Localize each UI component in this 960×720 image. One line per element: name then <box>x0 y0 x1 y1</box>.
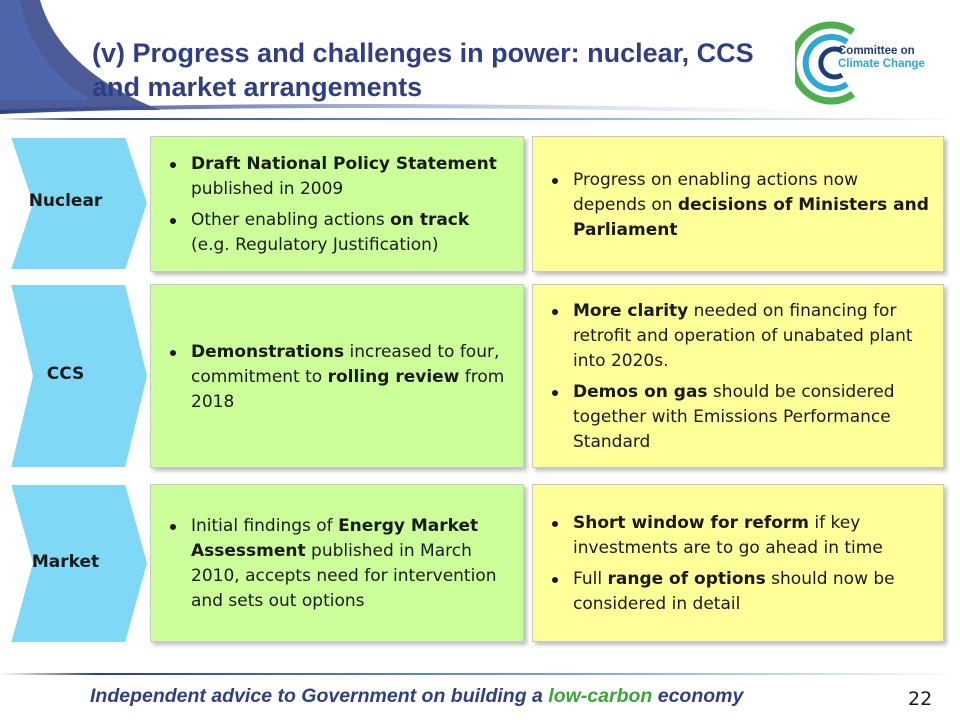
footer-tagline <box>90 685 743 708</box>
nuclear-progress-box <box>150 136 524 272</box>
bullet-list <box>167 340 513 415</box>
bold-text: decisions of Ministers and Parliament <box>573 194 929 240</box>
chevron-ccs <box>8 282 153 470</box>
bullet-item <box>549 380 933 455</box>
bold-text: Energy Market Assessment <box>191 516 479 561</box>
row-label: Market <box>31 552 100 572</box>
bullet-item <box>167 152 513 202</box>
text: from 2018 <box>191 366 505 412</box>
text: Full <box>573 569 608 589</box>
text: if key investments are to go ahead in time <box>573 513 883 558</box>
bold-text: More clarity <box>573 301 689 321</box>
text: Initial findings of <box>191 516 339 536</box>
bold-text: rolling review <box>327 366 460 387</box>
logo-text <box>838 45 925 71</box>
ccs-progress-box <box>150 284 524 468</box>
bold-text: range of options <box>607 569 766 589</box>
bullet-list <box>549 168 933 243</box>
text: increased to four, commitment to <box>191 341 500 387</box>
bullet-item <box>549 299 933 374</box>
bullet-list <box>167 514 513 614</box>
page-title: (v) Progress and challenges in power: nuclear, CCS and market arrangements <box>92 38 754 102</box>
bullet-item <box>167 340 513 415</box>
chevron-market <box>8 482 153 645</box>
bullet-item <box>167 208 513 258</box>
text: (e.g. Regulatory Justification) <box>191 235 439 255</box>
bullet-list <box>549 511 933 617</box>
text: should now be considered in detail <box>573 569 895 614</box>
footer-part-1: Independent advice to Government on building a <box>90 685 549 707</box>
bullet-item <box>549 511 933 561</box>
header-divider <box>0 118 960 120</box>
text: Other enabling actions <box>191 210 391 230</box>
text: published in March 2010, accepts need for intervention and sets out options <box>191 541 497 611</box>
chevron-nuclear <box>8 135 153 272</box>
bold-text: Demos on gas <box>573 382 708 402</box>
logo-line-2: Climate Change <box>838 58 925 70</box>
bold-text: Demonstrations <box>191 341 345 362</box>
bold-text: Draft National Policy Statement <box>191 154 497 174</box>
text: needed on financing for retrofit and operation of unabated plant into 2020s. <box>573 301 913 371</box>
bullet-list <box>167 152 513 258</box>
bold-text: on track <box>390 210 470 230</box>
text: published in 2009 <box>191 179 344 199</box>
footer-divider <box>0 673 960 675</box>
bullet-item <box>549 168 933 243</box>
row-label: Nuclear <box>28 191 103 211</box>
nuclear-challenges-box <box>532 136 944 272</box>
text: Progress on enabling actions now depends on <box>573 169 859 215</box>
ccs-challenges-box <box>532 284 944 468</box>
text: should be considered together with Emissions Performance Standard <box>573 382 895 452</box>
market-challenges-box <box>532 484 944 642</box>
bold-text: Short window for reform <box>573 513 810 533</box>
page-number: 22 <box>908 688 933 710</box>
bullet-item <box>167 514 513 614</box>
bullet-list <box>549 299 933 455</box>
footer-part-3: economy <box>652 685 744 707</box>
logo-line-1: Committee on <box>838 45 915 57</box>
market-progress-box <box>150 484 524 642</box>
row-label: CCS <box>46 364 85 384</box>
bullet-item <box>549 567 933 617</box>
footer-highlight: low-carbon <box>548 685 653 707</box>
